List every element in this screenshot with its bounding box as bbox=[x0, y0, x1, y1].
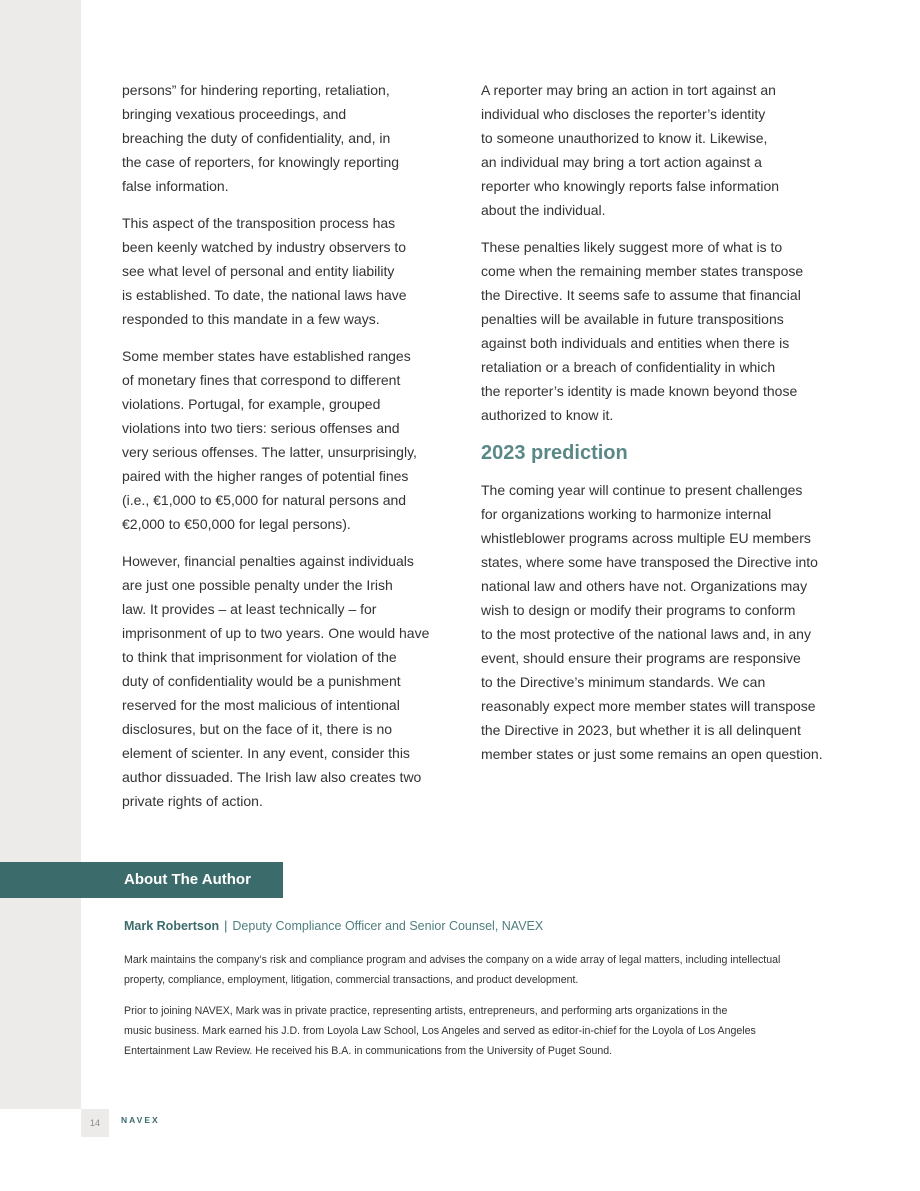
byline-separator: | bbox=[224, 919, 228, 933]
about-author-title: About The Author bbox=[124, 871, 251, 888]
section-heading: 2023 prediction bbox=[481, 442, 628, 464]
text-line: breaching the duty of confidentiality, and, in bbox=[122, 130, 391, 146]
text-line: about the individual. bbox=[481, 202, 606, 218]
text-line: member states or just some remains an open question. bbox=[481, 746, 823, 762]
text-line: persons” for hindering reporting, retaliation, bbox=[122, 82, 390, 98]
text-line: However, financial penalties against individuals bbox=[122, 553, 414, 569]
text-line: retaliation or a breach of confidentiality in which bbox=[481, 359, 776, 375]
paragraph bbox=[122, 549, 444, 813]
text-line: the reporter’s identity is made known beyond those bbox=[481, 383, 798, 399]
left-margin-band bbox=[0, 0, 81, 1109]
text-line: bringing vexatious proceedings, and bbox=[122, 106, 347, 122]
brand-logo: NAVEX bbox=[121, 1115, 160, 1125]
text-line: violations into two tiers: serious offenses and bbox=[122, 420, 400, 436]
text-line: reasonably expect more member states will transpose bbox=[481, 698, 816, 714]
paragraph bbox=[481, 78, 841, 222]
text-line: paired with the higher ranges of potential fines bbox=[122, 468, 409, 484]
text-line: disclosures, but on the face of it, there is no bbox=[122, 721, 393, 737]
text-line: Some member states have established ranges bbox=[122, 348, 411, 364]
text-line: national law and others have not. Organizations may bbox=[481, 578, 808, 594]
text-line: an individual may bring a tort action against a bbox=[481, 154, 762, 170]
text-line: false information. bbox=[122, 178, 229, 194]
text-line: reporter who knowingly reports false information bbox=[481, 178, 780, 194]
author-bio-paragraph bbox=[124, 1001, 844, 1061]
text-line: These penalties likely suggest more of what is to bbox=[481, 239, 783, 255]
text-line: individual who discloses the reporter’s identity bbox=[481, 106, 766, 122]
text-line: event, should ensure their programs are responsive bbox=[481, 650, 801, 666]
author-bio-paragraph bbox=[124, 950, 844, 990]
text-line: (i.e., €1,000 to €5,000 for natural persons and bbox=[122, 492, 407, 508]
text-line: responded to this mandate in a few ways. bbox=[122, 311, 380, 327]
text-line: A reporter may bring an action in tort against an bbox=[481, 82, 776, 98]
author-name: Mark Robertson bbox=[124, 919, 220, 933]
text-line: been keenly watched by industry observers to bbox=[122, 239, 407, 255]
paragraph bbox=[122, 344, 444, 536]
author-role: Deputy Compliance Officer and Senior Counsel, NAVEX bbox=[232, 919, 544, 933]
text-line: penalties will be available in future transpositions bbox=[481, 311, 784, 327]
bio-line: Entertainment Law Review. He received his B.A. in communications from the University of Puget Sound. bbox=[124, 1045, 613, 1057]
bio-line: Prior to joining NAVEX, Mark was in private practice, representing artists, entrepreneurs, and performing arts organizations in the bbox=[124, 1005, 728, 1017]
text-line: whistleblower programs across multiple EU members bbox=[481, 530, 811, 546]
text-line: of monetary fines that correspond to different bbox=[122, 372, 401, 388]
text-line: to someone unauthorized to know it. Likewise, bbox=[481, 130, 768, 146]
about-author-banner bbox=[0, 862, 283, 898]
text-line: states, where some have transposed the Directive into bbox=[481, 554, 818, 570]
paragraph bbox=[122, 211, 444, 331]
right-text-column bbox=[481, 78, 841, 779]
paragraph bbox=[481, 478, 841, 766]
text-line: duty of confidentiality would be a punishment bbox=[122, 673, 401, 689]
paragraph bbox=[481, 235, 841, 427]
paragraph bbox=[122, 78, 444, 198]
text-line: private rights of action. bbox=[122, 793, 263, 809]
bio-line: music business. Mark earned his J.D. from Loyola Law School, Los Angeles and served as editor-in-chief for the Loyola of Los Angeles bbox=[124, 1025, 756, 1037]
text-line: the case of reporters, for knowingly reporting bbox=[122, 154, 400, 170]
text-line: This aspect of the transposition process has bbox=[122, 215, 396, 231]
text-line: are just one possible penalty under the Irish bbox=[122, 577, 393, 593]
bio-line: Mark maintains the company’s risk and compliance program and advises the company on a wide array of legal matters, including intellectual bbox=[124, 954, 781, 966]
text-line: law. It provides – at least technically – for bbox=[122, 601, 377, 617]
text-line: is established. To date, the national laws have bbox=[122, 287, 407, 303]
text-line: to the most protective of the national laws and, in any bbox=[481, 626, 811, 642]
text-line: imprisonment of up to two years. One would have bbox=[122, 625, 430, 641]
text-line: the Directive in 2023, but whether it is all delinquent bbox=[481, 722, 801, 738]
bio-line: property, compliance, employment, litigation, commercial transactions, and product development. bbox=[124, 974, 579, 986]
text-line: The coming year will continue to present challenges bbox=[481, 482, 803, 498]
text-line: authorized to know it. bbox=[481, 407, 614, 423]
text-line: element of scienter. In any event, consider this bbox=[122, 745, 410, 761]
author-byline bbox=[124, 917, 543, 935]
text-line: see what level of personal and entity liability bbox=[122, 263, 395, 279]
text-line: the Directive. It seems safe to assume that financial bbox=[481, 287, 801, 303]
left-text-column bbox=[122, 78, 444, 826]
text-line: violations. Portugal, for example, grouped bbox=[122, 396, 381, 412]
text-line: for organizations working to harmonize internal bbox=[481, 506, 772, 522]
page-number: 14 bbox=[81, 1109, 109, 1137]
text-line: €2,000 to €50,000 for legal persons). bbox=[122, 516, 351, 532]
text-line: very serious offenses. The latter, unsurprisingly, bbox=[122, 444, 417, 460]
text-line: to the Directive’s minimum standards. We can bbox=[481, 674, 766, 690]
text-line: come when the remaining member states transpose bbox=[481, 263, 804, 279]
text-line: against both individuals and entities when there is bbox=[481, 335, 790, 351]
text-line: author dissuaded. The Irish law also creates two bbox=[122, 769, 422, 785]
text-line: wish to design or modify their programs to conform bbox=[481, 602, 796, 618]
text-line: to think that imprisonment for violation of the bbox=[122, 649, 397, 665]
text-line: reserved for the most malicious of intentional bbox=[122, 697, 400, 713]
